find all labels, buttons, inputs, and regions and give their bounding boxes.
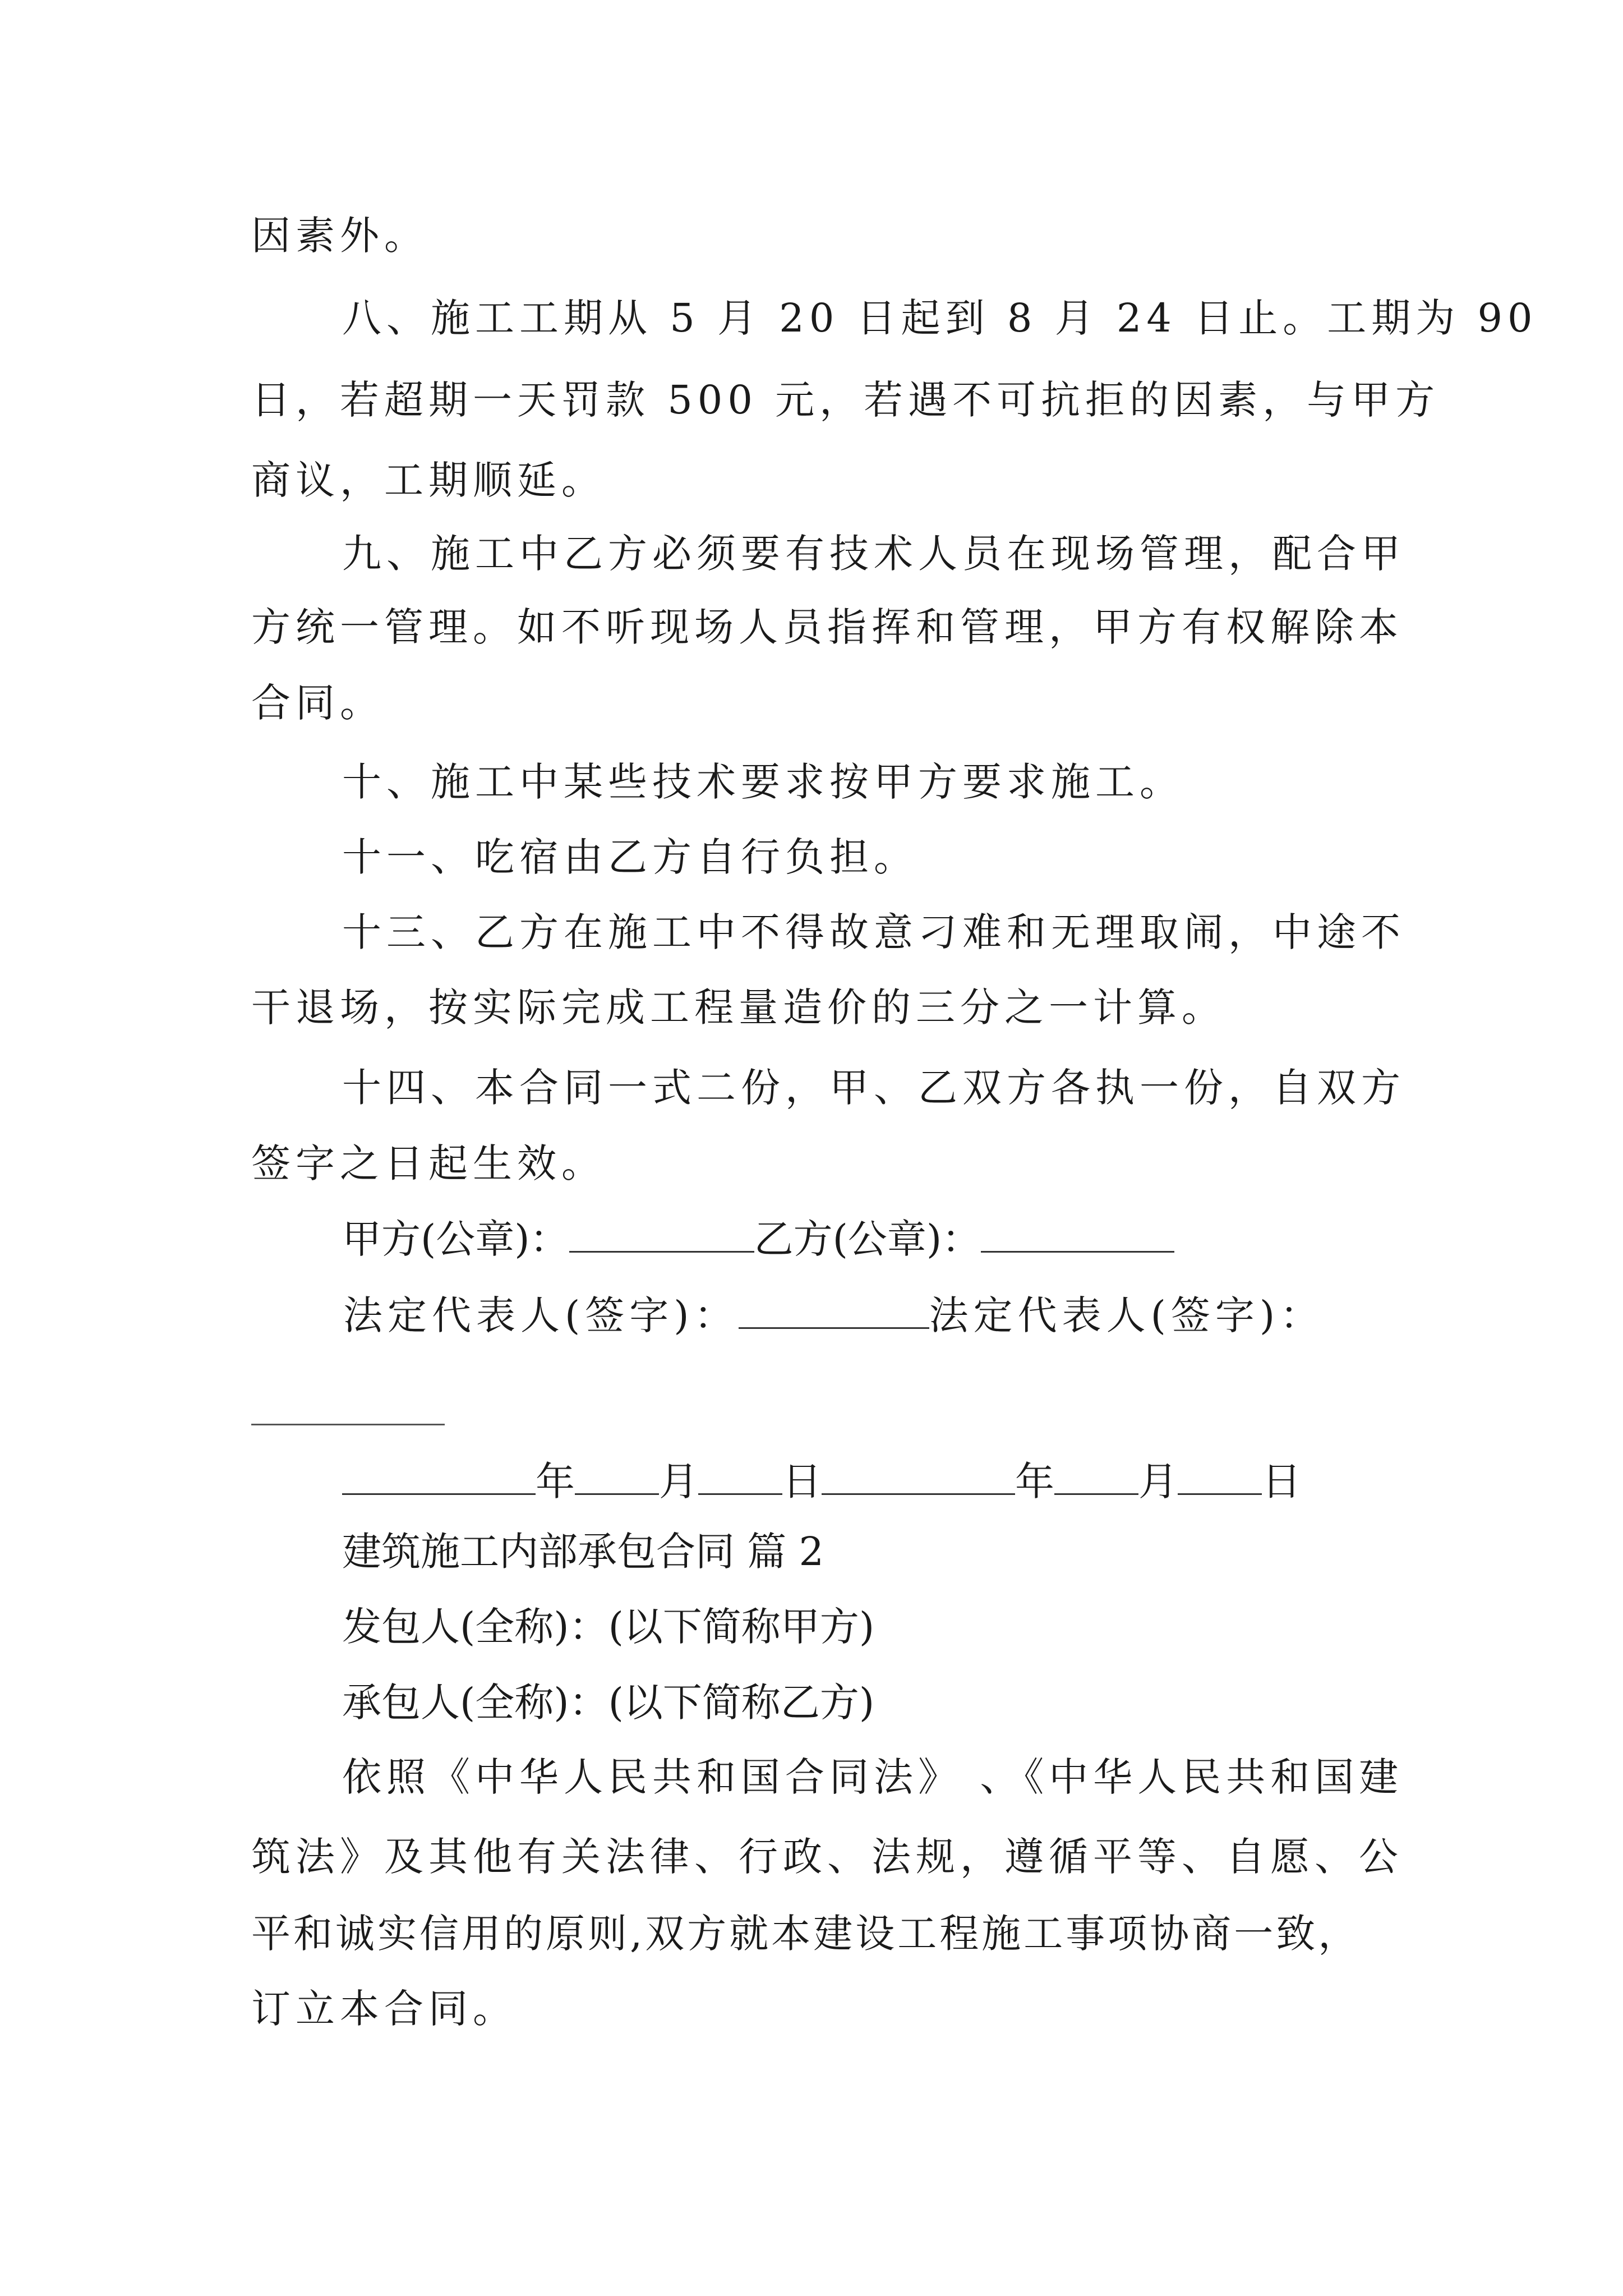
intro-line: 平和诚实信用的原则,双方就本建设工程施工事项协商一致， (251, 1911, 1361, 1957)
paragraph-line: 因素外。 (251, 213, 428, 259)
year-a-blank (342, 1454, 536, 1495)
month-b-blank (1054, 1454, 1138, 1495)
clause-9-line: 合同。 (251, 680, 384, 726)
legal-rep-b-blank (251, 1424, 445, 1425)
party-b-seal-label: 乙方(公章)： (754, 1216, 981, 1262)
intro-line: 依照《中华人民共和国合同法》 、《中华人民共和国建 (342, 1754, 1404, 1800)
seal-line (342, 1211, 1174, 1267)
party-a-seal-blank (569, 1212, 754, 1253)
clause-9-line: 九、施工中乙方必须要有技术人员在现场管理，配合甲 (342, 531, 1405, 577)
intro-line: 订立本合同。 (251, 1986, 517, 2032)
day-a-blank (698, 1454, 782, 1495)
legal-rep-line (343, 1287, 1324, 1343)
year-b-blank (822, 1454, 1015, 1495)
legal-rep-b-label: 法定代表人(签字)： (929, 1292, 1325, 1338)
clause-14-line: 签字之日起生效。 (251, 1140, 606, 1186)
legal-rep-a-blank (739, 1288, 929, 1329)
clause-9-line: 方统一管理。如不听现场人员指挥和管理，甲方有权解除本 (251, 604, 1403, 650)
clause-8-line: 八、施工工期从 5 月 20 日起到 8 月 24 日止。工期为 90 (342, 295, 1538, 341)
clause-13-line: 干退场，按实际完成工程量造价的三分之一计算。 (251, 984, 1226, 1030)
clause-13-line: 十三、乙方在施工中不得故意刁难和无理取闹，中途不 (342, 909, 1405, 955)
clause-10-line: 十、施工中某些技术要求按甲方要求施工。 (342, 759, 1184, 805)
intro-line: 筑法》及其他有关法律、行政、法规，遵循平等、自愿、公 (251, 1834, 1403, 1880)
date-line (342, 1453, 1301, 1510)
year-a-label: 年 (536, 1458, 575, 1504)
legal-rep-a-label: 法定代表人(签字)： (343, 1292, 739, 1338)
month-a-blank (575, 1454, 659, 1495)
year-b-label: 年 (1015, 1458, 1054, 1504)
day-a-label: 日 (782, 1458, 822, 1504)
party-b-seal-blank (981, 1212, 1174, 1253)
month-b-label: 月 (1138, 1458, 1178, 1504)
contract2-title: 建筑施工内部承包合同 篇 2 (342, 1529, 824, 1575)
clause-11-line: 十一、吃宿由乙方自行负担。 (342, 834, 918, 880)
day-b-label: 日 (1262, 1458, 1301, 1504)
month-a-label: 月 (659, 1458, 698, 1504)
employer-line: 发包人(全称)：(以下简称甲方) (342, 1604, 875, 1650)
party-a-seal-label: 甲方(公章)： (342, 1216, 569, 1262)
clause-8-line: 商议，工期顺延。 (251, 457, 606, 503)
day-b-blank (1178, 1454, 1262, 1495)
contractor-line: 承包人(全称)：(以下简称乙方) (342, 1680, 875, 1726)
clause-8-line: 日，若超期一天罚款 500 元，若遇不可抗拒的因素，与甲方 (251, 377, 1440, 423)
clause-14-line: 十四、本合同一式二份，甲、乙双方各执一份，自双方 (342, 1065, 1405, 1111)
